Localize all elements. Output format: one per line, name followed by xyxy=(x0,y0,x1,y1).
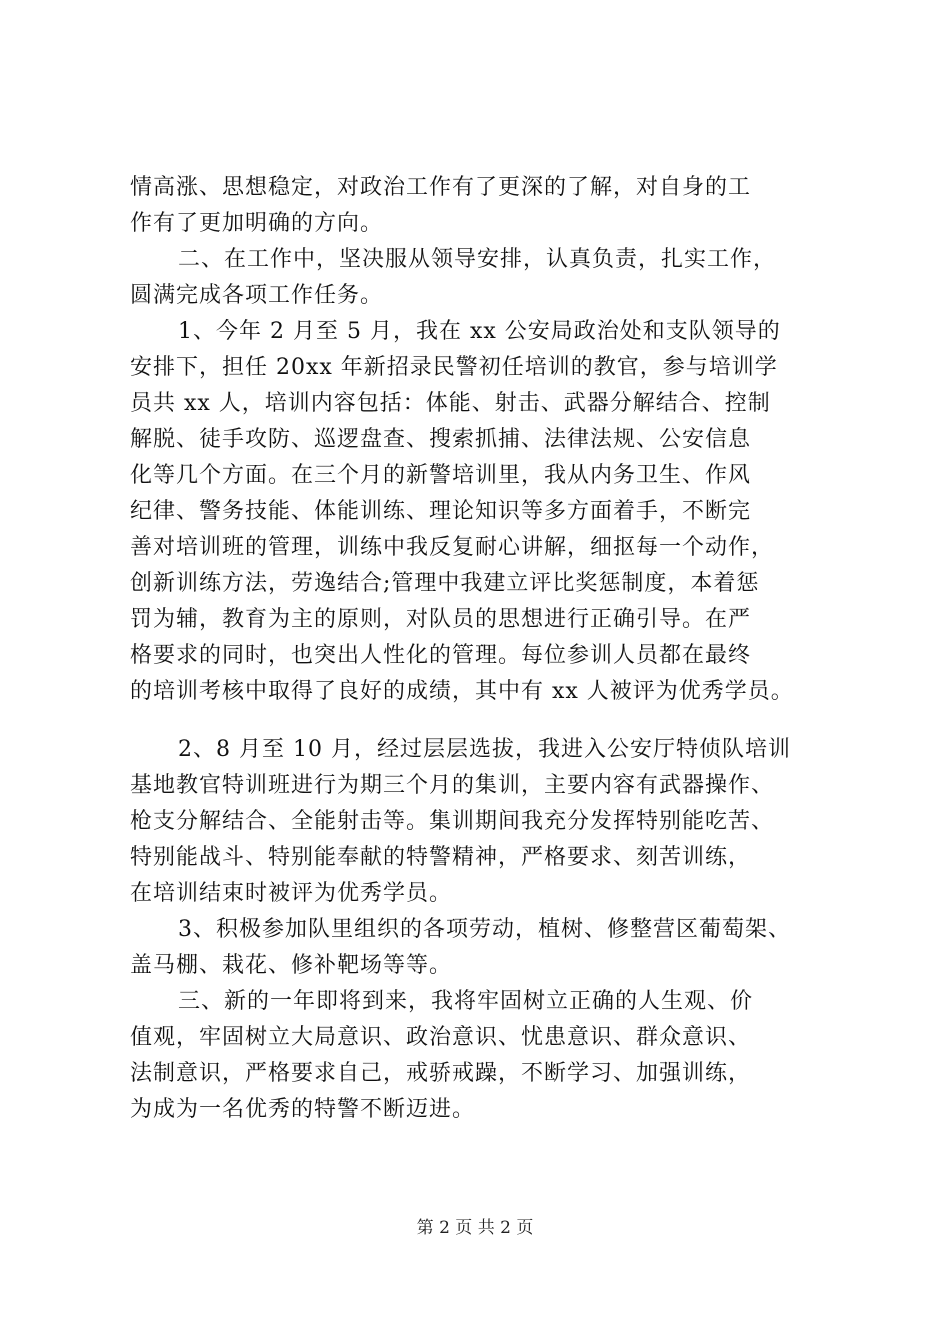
text-line: 盖马棚、栽花、修补靶场等等。 xyxy=(130,953,453,978)
text-line: 格要求的同时，也突出人性化的管理。每位参训人员都在最终 xyxy=(130,643,752,668)
paragraph-section-two xyxy=(130,242,850,314)
text-line: 1、今年 2 月至 5 月，我在 xx 公安局政治处和支队领导的 xyxy=(178,319,781,344)
page-number-footer: 第 2 页 共 2 页 xyxy=(416,1218,534,1238)
text-line: 枪支分解结合、全能射击等。集训期间我充分发挥特别能吃苦、 xyxy=(130,809,775,834)
text-line: 特别能战斗、特别能奉献的特警精神，严格要求、刻苦训练， xyxy=(130,845,752,870)
text-line: 圆满完成各项工作任务。 xyxy=(130,283,384,308)
text-line: 安排下，担任 20xx 年新招录民警初任培训的教官，参与培训学 xyxy=(130,355,778,380)
text-line: 基地教官特训班进行为期三个月的集训，主要内容有武器操作、 xyxy=(130,773,775,798)
text-line: 创新训练方法，劳逸结合;管理中我建立评比奖惩制度，本着惩 xyxy=(130,571,760,596)
text-line: 在培训结束时被评为优秀学员。 xyxy=(130,881,453,906)
text-line: 值观，牢固树立大局意识、政治意识、忧患意识、群众意识、 xyxy=(130,1025,752,1050)
paragraph-continuation xyxy=(130,170,850,242)
paragraph-item-one xyxy=(130,314,850,710)
text-line: 2、8 月至 10 月，经过层层选拔，我进入公安厅特侦队培训 xyxy=(178,737,791,762)
paragraph-item-two xyxy=(130,732,850,912)
text-line: 员共 xx 人，培训内容包括：体能、射击、武器分解结合、控制 xyxy=(130,391,771,416)
text-line: 解脱、徒手攻防、巡逻盘查、搜索抓捕、法律法规、公安信息 xyxy=(130,427,752,452)
document-body xyxy=(130,170,850,1128)
text-line: 法制意识，严格要求自己，戒骄戒躁，不断学习、加强训练， xyxy=(130,1061,752,1086)
text-line: 情高涨、思想稳定，对政治工作有了更深的了解，对自身的工 xyxy=(130,175,752,200)
paragraph-item-three xyxy=(130,912,850,984)
text-line: 为成为一名优秀的特警不断迈进。 xyxy=(130,1097,476,1122)
text-line: 的培训考核中取得了良好的成绩，其中有 xx 人被评为优秀学员。 xyxy=(130,679,794,704)
text-line: 化等几个方面。在三个月的新警培训里，我从内务卫生、作风 xyxy=(130,463,752,488)
text-line: 纪律、警务技能、体能训练、理论知识等多方面着手，不断完 xyxy=(130,499,752,524)
paragraph-section-three xyxy=(130,984,850,1128)
text-line: 3、积极参加队里组织的各项劳动，植树、修整营区葡萄架、 xyxy=(178,917,791,942)
text-line: 三、新的一年即将到来，我将牢固树立正确的人生观、价 xyxy=(178,989,754,1014)
text-line: 罚为辅，教育为主的原则，对队员的思想进行正确引导。在严 xyxy=(130,607,752,632)
text-line: 善对培训班的管理，训练中我反复耐心讲解，细抠每一个动作， xyxy=(130,535,775,560)
text-line: 作有了更加明确的方向。 xyxy=(130,211,384,236)
text-line: 二、在工作中，坚决服从领导安排，认真负责，扎实工作， xyxy=(178,247,777,272)
